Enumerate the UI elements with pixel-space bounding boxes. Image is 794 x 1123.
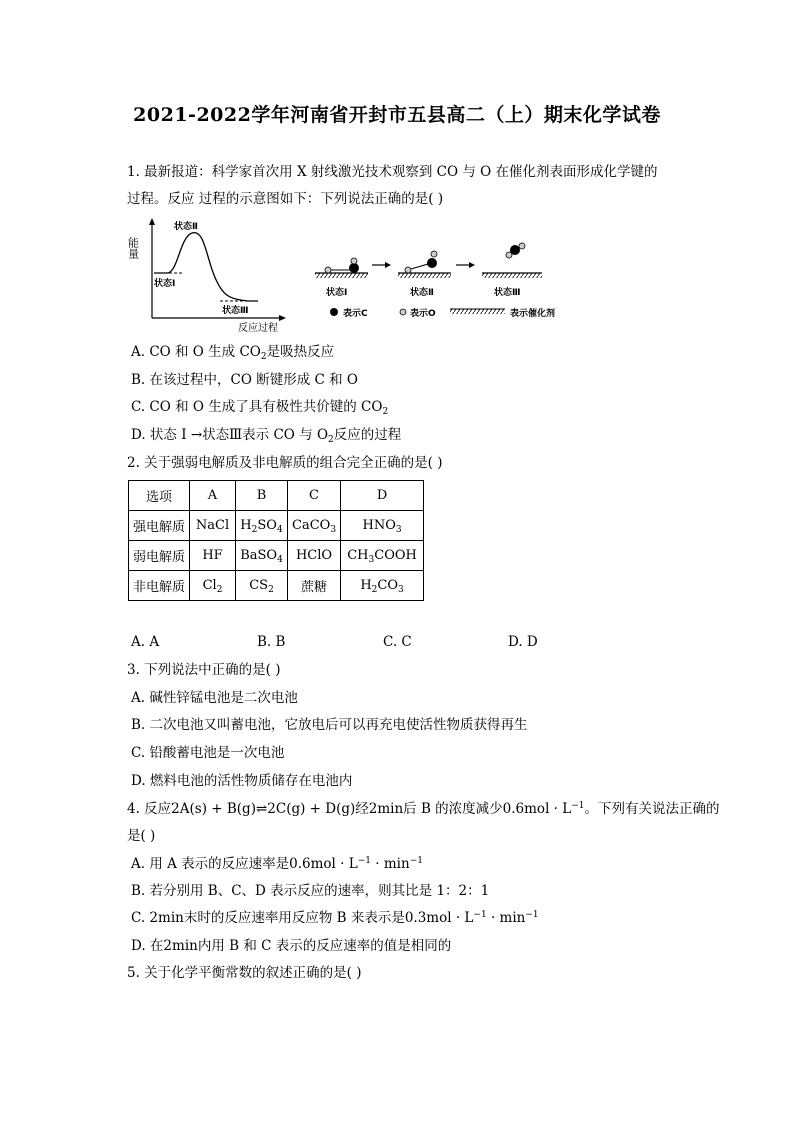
- legend-catalyst-label: 表示催化剂: [510, 309, 556, 319]
- q2-choices: [131, 633, 551, 651]
- process-state3-label: 状态Ⅲ: [494, 288, 521, 298]
- x-axis-label: 反应过程: [238, 323, 278, 334]
- process-state2-label: 状态Ⅱ: [410, 288, 434, 298]
- energy-curve: [154, 233, 258, 301]
- q5-stem: 5. 关于化学平衡常数的叙述正确的是( ): [127, 965, 362, 981]
- q4-stem-line2: 是( ): [127, 828, 156, 844]
- table-cell: $CS_2$: [236, 571, 288, 601]
- state2-o-atom2: [431, 251, 437, 257]
- table-cell: NaCl: [190, 511, 236, 541]
- q4-option-a: A. 用 A 表示的反应速率是$0.6mol \cdot L^{-1} \cdot \min^{-1}$: [131, 856, 423, 872]
- table-cell: $HNO_3$: [341, 511, 424, 541]
- state1-o-atom: [325, 267, 331, 273]
- q3-option-b: B. 二次电池又叫蓄电池，它放电后可以再充电使活性物质获得再生: [131, 717, 528, 733]
- q3-option-c: C. 铅酸蓄电池是一次电池: [131, 745, 285, 761]
- electrolyte-table: [128, 480, 424, 601]
- state1-label: 状态Ⅰ: [154, 279, 176, 289]
- q3-stem: 3. 下列说法中正确的是( ): [127, 662, 281, 678]
- q2-stem: 2. 关于强弱电解质及非电解质的组合完全正确的是( ): [127, 455, 443, 471]
- y-axis-label: 能量: [126, 237, 140, 259]
- q1-stem-line1: 1. 最新报道：科学家首次用 X 射线激光技术观察到 CO 与 O 在催化剂表面形成化学键的: [127, 164, 658, 180]
- q3-option-a: A. 碱性锌锰电池是二次电池: [131, 690, 298, 706]
- table-header-cell: 选项: [129, 481, 190, 511]
- table-cell: $H_2CO_3$: [341, 571, 424, 601]
- legend-c-marker: [330, 308, 338, 316]
- legend-catalyst-marker: [450, 309, 505, 314]
- table-row: [129, 571, 424, 601]
- q4-option-b: B. 若分别用 B、C、D 表示反应的速率，则其比是 1：2：1: [131, 883, 490, 899]
- q1-option-a: A. CO 和 O 生成 $CO_2$是吸热反应: [131, 344, 335, 362]
- table-row: [129, 511, 424, 541]
- q4-stem-line1: 4. 反应2A(s) + B(g)⇌2C(g) + D(g)经2min后 B 的浓度减少$0.6mol \cdot L^{-1}$。下列有关说法正确的: [127, 801, 720, 817]
- state1-c-atom: [349, 263, 359, 273]
- state3-label: 状态Ⅲ: [222, 306, 249, 316]
- state3-c-atom: [510, 245, 520, 255]
- table-header-cell: B: [236, 481, 288, 511]
- table-header-cell: D: [341, 481, 424, 511]
- state2-label: 状态Ⅱ: [174, 222, 198, 232]
- process-diagram: [310, 240, 580, 322]
- q2-choice-a: A. A: [131, 634, 160, 650]
- table-header-cell: A: [190, 481, 236, 511]
- q3-option-d: D. 燃料电池的活性物质储存在电池内: [131, 773, 353, 789]
- table-cell: HClO: [288, 541, 341, 571]
- q1-option-c: C. CO 和 O 生成了具有极性共价键的 $CO_2$: [131, 399, 389, 417]
- legend-o-label: 表示O: [410, 309, 436, 319]
- state2-o-atom: [405, 267, 411, 273]
- q1-stem-line2: 过程。反应 过程的示意图如下：下列说法正确的是( ): [127, 191, 444, 207]
- table-cell: $CH_3COOH$: [341, 541, 424, 571]
- table-row: [129, 541, 424, 571]
- table-cell: CaCO$_3$: [288, 511, 341, 541]
- row-label: 强电解质: [129, 511, 190, 541]
- q2-choice-b: B. B: [257, 634, 286, 650]
- q4-option-c: C. 2min末时的反应速率用反应物 B 来表示是$0.3mol \cdot L^{-1} \cdot \min^{-1}$: [131, 910, 539, 926]
- q4-option-d: D. 在2min内用 B 和 C 表示的反应速率的值是相同的: [131, 938, 452, 954]
- energy-diagram: [128, 215, 288, 335]
- table-cell: $H_2SO_4$: [236, 511, 288, 541]
- table-cell: $Cl_2$: [190, 571, 236, 601]
- table-header-cell: C: [288, 481, 341, 511]
- state1-o-atom2: [351, 258, 357, 264]
- table-header-row: [129, 481, 424, 511]
- q2-choice-c: C. C: [383, 634, 412, 650]
- row-label: 非电解质: [129, 571, 190, 601]
- q1-option-d: D. 状态 Ⅰ →状态Ⅲ表示 CO 与 $O_2$反应的过程: [131, 427, 402, 445]
- page-title: 2021-2022学年河南省开封市五县高二（上）期末化学试卷: [133, 104, 661, 126]
- table-cell: HF: [190, 541, 236, 571]
- process-state1-label: 状态Ⅰ: [326, 288, 348, 298]
- row-label: 弱电解质: [129, 541, 190, 571]
- table-cell: 蔗糖: [288, 571, 341, 601]
- table-cell: BaSO$_4$: [236, 541, 288, 571]
- state2-c-atom: [427, 258, 437, 268]
- legend-o-marker: [400, 309, 406, 315]
- legend-c-label: 表示C: [343, 309, 368, 319]
- q1-option-b: B. 在该过程中，CO 断键形成 C 和 O: [131, 372, 358, 388]
- state3-o-atom2: [519, 243, 525, 249]
- q2-choice-d: D. D: [508, 634, 538, 650]
